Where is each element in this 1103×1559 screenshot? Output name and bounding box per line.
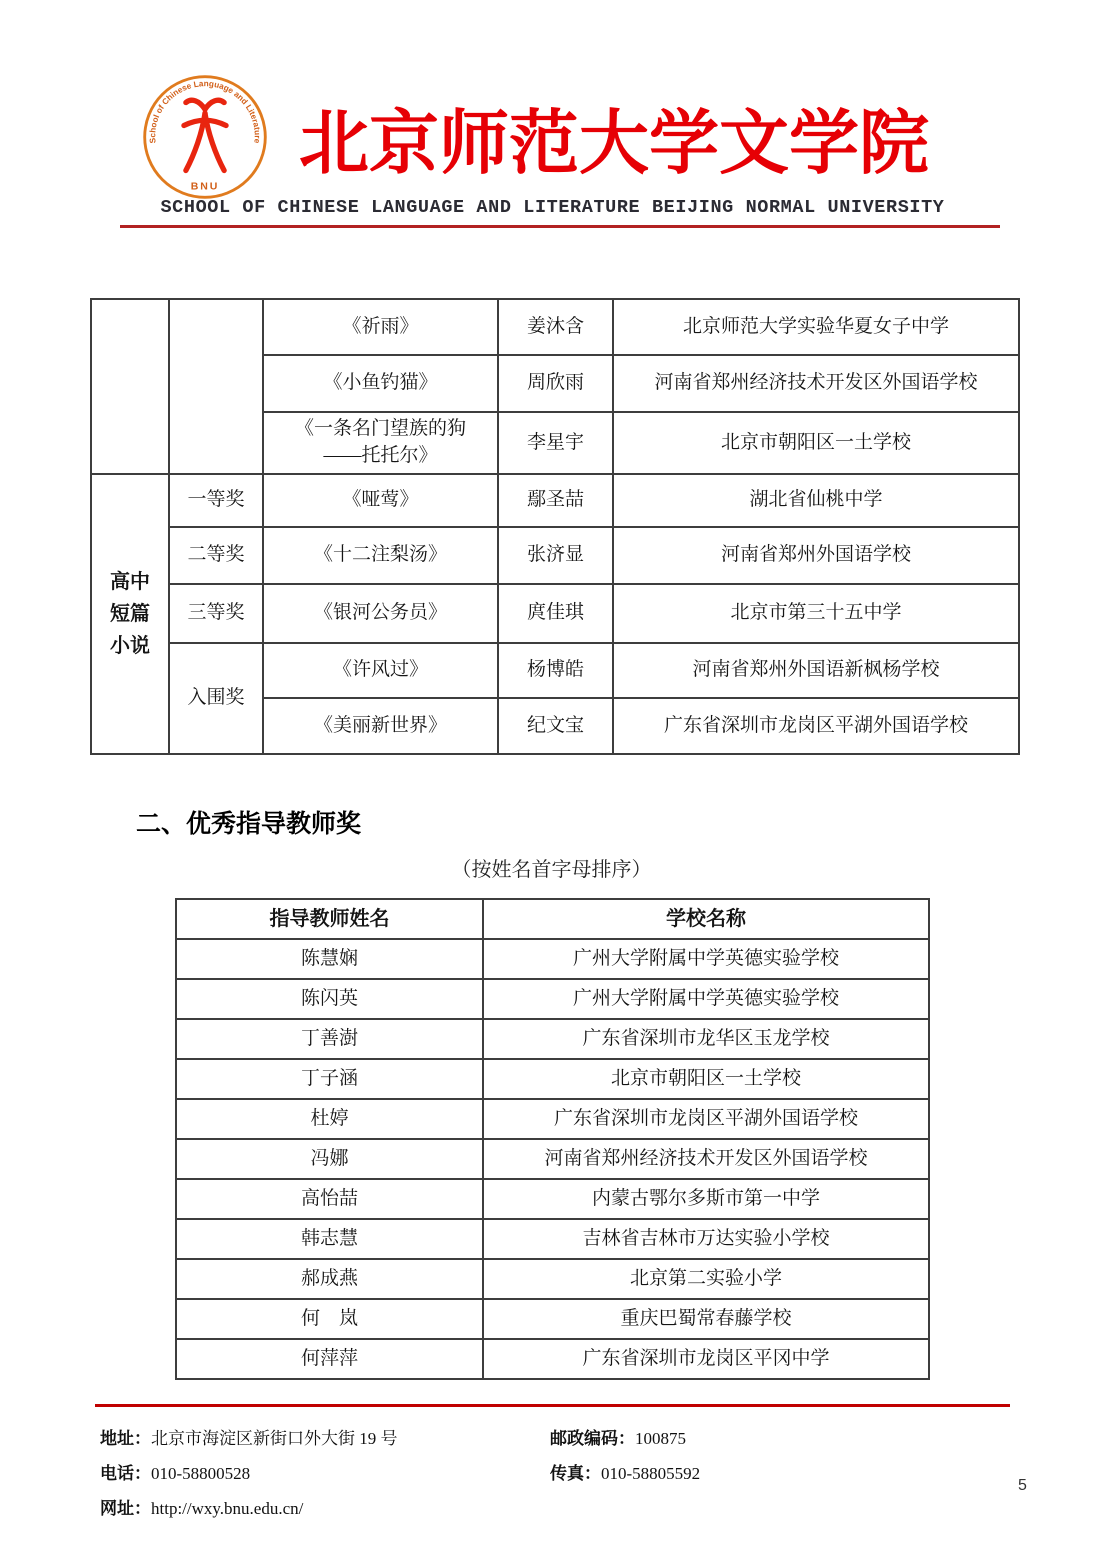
teachers-table xyxy=(175,898,930,1380)
award-school: 北京市朝阳区一土学校 xyxy=(613,412,1019,474)
award-level: 二等奖 xyxy=(169,527,263,584)
table-row xyxy=(176,1059,929,1099)
section-heading: 二、优秀指导教师奖 xyxy=(136,810,362,838)
table-row xyxy=(176,1179,929,1219)
footer-address xyxy=(100,1424,398,1449)
school-name-english: SCHOOL OF CHINESE LANGUAGE AND LITERATURE BEIJING NORMAL UNIVERSITY xyxy=(160,197,945,218)
table-row xyxy=(176,979,929,1019)
school-name-chinese: 北京师范大学文学院 xyxy=(299,101,929,184)
award-level: 一等奖 xyxy=(169,474,263,527)
teacher-school: 河南省郑州经济技术开发区外国语学校 xyxy=(483,1139,929,1179)
table-row xyxy=(176,1259,929,1299)
award-work-title: 《祈雨》 xyxy=(263,299,498,355)
header-divider xyxy=(120,225,1000,228)
teacher-school: 广东省深圳市龙岗区平湖外国语学校 xyxy=(483,1099,929,1139)
award-work-title xyxy=(263,412,498,474)
teacher-name-header: 指导教师姓名 xyxy=(176,899,483,939)
award-school: 河南省郑州经济技术开发区外国语学校 xyxy=(613,355,1019,412)
award-work-title: 《十二注梨汤》 xyxy=(263,527,498,584)
teacher-school: 广东省深圳市龙华区玉龙学校 xyxy=(483,1019,929,1059)
award-work-title: 《许风过》 xyxy=(263,643,498,698)
table-row xyxy=(176,1099,929,1139)
footer-divider xyxy=(95,1404,1010,1407)
fax-label: 传真： xyxy=(550,1464,601,1483)
award-author: 姜沐含 xyxy=(498,299,613,355)
award-school: 北京师范大学实验华夏女子中学 xyxy=(613,299,1019,355)
award-work-title: 《美丽新世界》 xyxy=(263,698,498,754)
wen-figure-icon xyxy=(184,100,226,170)
award-author: 周欣雨 xyxy=(498,355,613,412)
award-author: 庹佳琪 xyxy=(498,584,613,643)
footer-fax xyxy=(550,1459,700,1484)
logo-ring xyxy=(145,77,266,198)
table-row xyxy=(176,1139,929,1179)
sort-note: （按姓名首字母排序） xyxy=(451,859,652,881)
table-row xyxy=(91,299,1019,355)
teacher-name: 丁善澍 xyxy=(176,1019,483,1059)
teacher-school: 广州大学附属中学英德实验学校 xyxy=(483,979,929,1019)
table-row xyxy=(176,1019,929,1059)
logo-bnu-text: BNU xyxy=(190,180,220,193)
category-line: 短篇 xyxy=(110,603,150,625)
award-level-empty-cell xyxy=(169,299,263,474)
postal-label: 邮政编码： xyxy=(550,1429,635,1448)
teacher-name: 高怡喆 xyxy=(176,1179,483,1219)
table-header-row xyxy=(176,899,929,939)
award-work-title: 《银河公务员》 xyxy=(263,584,498,643)
teacher-school: 广州大学附属中学英德实验学校 xyxy=(483,939,929,979)
teacher-school: 北京市朝阳区一土学校 xyxy=(483,1059,929,1099)
teacher-name: 丁子涵 xyxy=(176,1059,483,1099)
award-school: 河南省郑州外国语新枫杨学校 xyxy=(613,643,1019,698)
table-row xyxy=(91,527,1019,584)
website-value: http://wxy.bnu.edu.cn/ xyxy=(151,1499,304,1518)
teacher-name: 何萍萍 xyxy=(176,1339,483,1379)
footer-postal-code xyxy=(550,1424,686,1449)
award-school: 广东省深圳市龙岗区平湖外国语学校 xyxy=(613,698,1019,754)
teacher-name: 冯娜 xyxy=(176,1139,483,1179)
awards-table xyxy=(90,298,1020,755)
phone-value: 010-58800528 xyxy=(151,1464,251,1483)
table-row xyxy=(176,1339,929,1379)
teacher-name: 郝成燕 xyxy=(176,1259,483,1299)
teacher-school: 内蒙古鄂尔多斯市第一中学 xyxy=(483,1179,929,1219)
website-label: 网址： xyxy=(100,1499,151,1518)
school-logo xyxy=(138,70,272,204)
teacher-name: 陈闪英 xyxy=(176,979,483,1019)
phone-label: 电话： xyxy=(100,1464,151,1483)
teacher-school: 吉林省吉林市万达实验小学校 xyxy=(483,1219,929,1259)
table-row xyxy=(176,1219,929,1259)
teacher-school: 广东省深圳市龙岗区平冈中学 xyxy=(483,1339,929,1379)
award-category-cell xyxy=(91,474,169,754)
award-work-title: 《哑莺》 xyxy=(263,474,498,527)
award-level: 入围奖 xyxy=(169,643,263,754)
award-school: 北京市第三十五中学 xyxy=(613,584,1019,643)
teacher-name: 何 岚 xyxy=(176,1299,483,1339)
award-school: 河南省郑州外国语学校 xyxy=(613,527,1019,584)
award-school: 湖北省仙桃中学 xyxy=(613,474,1019,527)
footer-phone xyxy=(100,1459,250,1484)
postal-value: 100875 xyxy=(635,1429,686,1448)
category-line: 小说 xyxy=(110,635,150,657)
table-row xyxy=(176,1299,929,1339)
table-row xyxy=(91,474,1019,527)
teacher-school-header: 学校名称 xyxy=(483,899,929,939)
award-author: 张济显 xyxy=(498,527,613,584)
table-row xyxy=(91,643,1019,698)
award-author: 李星宇 xyxy=(498,412,613,474)
logo-ring-text: School of Chinese Language and Literature xyxy=(148,79,262,144)
award-author: 纪文宝 xyxy=(498,698,613,754)
footer-website xyxy=(100,1494,303,1519)
category-line: 高中 xyxy=(110,571,150,593)
award-author: 杨博皓 xyxy=(498,643,613,698)
title-line: ——托托尔》 xyxy=(323,445,438,466)
address-label: 地址： xyxy=(100,1429,151,1448)
fax-value: 010-58805592 xyxy=(601,1464,701,1483)
teacher-school: 重庆巴蜀常春藤学校 xyxy=(483,1299,929,1339)
teacher-name: 杜婷 xyxy=(176,1099,483,1139)
teacher-name: 韩志慧 xyxy=(176,1219,483,1259)
teacher-school: 北京第二实验小学 xyxy=(483,1259,929,1299)
address-value: 北京市海淀区新街口外大街 19 号 xyxy=(151,1429,398,1448)
award-work-title: 《小鱼钓猫》 xyxy=(263,355,498,412)
table-row xyxy=(176,939,929,979)
teacher-name: 陈慧娴 xyxy=(176,939,483,979)
table-row xyxy=(91,584,1019,643)
page-number: 5 xyxy=(1018,1477,1027,1494)
award-author: 鄢圣喆 xyxy=(498,474,613,527)
title-line: 《一条名门望族的狗 xyxy=(294,418,466,440)
award-level: 三等奖 xyxy=(169,584,263,643)
award-category-empty-cell xyxy=(91,299,169,474)
